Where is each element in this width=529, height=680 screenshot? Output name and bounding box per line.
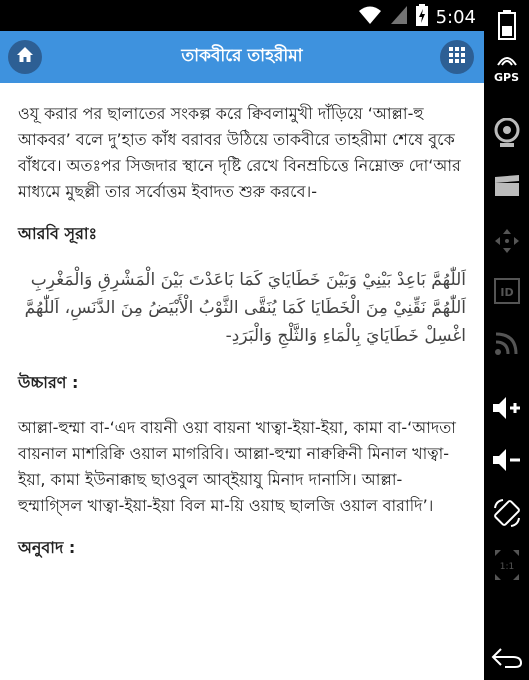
home-button[interactable] — [8, 40, 42, 74]
translation-heading: অনুবাদ : — [18, 538, 76, 557]
gps-label: GPS — [493, 71, 519, 84]
grid-menu-icon — [448, 46, 466, 68]
scale-icon[interactable] — [484, 548, 529, 582]
battery-charging-icon — [416, 4, 428, 30]
status-bar — [0, 0, 484, 31]
intro-paragraph: ওযূ করার পর ছালাতের সংকল্প করে ক্বিবলামুখী দাঁড়িয়ে ‘আল্লা-হু আকবর’ বলে দু’হাত কাঁধ বরাবর উঠিয়ে তাকবীরে তাহরীমা শেষে বুকে বাঁধবে। অতঃপর সিজদার স্থানে দৃষ্টি রেখে বিনম্রচিত্তে নিম্নোক্ত দো‘আর মাধ্যমে মুছল্লী তার সর্বোত্তম ইবাদত শুরু করবে।- — [18, 104, 461, 201]
rotate-icon[interactable] — [484, 498, 529, 528]
status-time: 5:04 — [435, 6, 476, 28]
svg-text:ID: ID — [499, 286, 514, 299]
page-title: তাকবীরে তাহরীমা — [181, 46, 303, 66]
emulator-side-bar — [484, 0, 529, 680]
back-icon[interactable] — [484, 645, 529, 669]
move-icon[interactable] — [484, 228, 529, 254]
video-icon[interactable] — [484, 175, 529, 197]
battery-icon[interactable] — [484, 10, 529, 40]
gps-icon — [496, 52, 518, 71]
home-icon — [16, 46, 34, 68]
pronunciation-paragraph: আল্লা-হুম্মা বা-‘এদ বায়নী ওয়া বায়না খাত্বা-ইয়া-ইয়া, কামা বা-‘আদতা বায়নাল মাশরিক্বি ওয়াল মাগরিবি। আল্লা-হুম্মা নাক্বক্বিনী মিনাল খাত্বা-ইয়া, কামা ইউনাক্কাছ ছাওবুল আব্ইয়াযু মিনাদ দানাসি। আল্লা-হুম্মাগ্সিল খাত্বা-ইয়া-ইয়া বিল মা-য়ি ওয়াছ ছালজি ওয়াল বারাদি’। — [18, 418, 456, 515]
volume-down-icon[interactable] — [484, 447, 529, 473]
arabic-text: اَللّٰهُمَّ بَاعِدْ بَيْنِيْ وَبَيْنَ خَطَايَايَ كَمَا بَاعَدْتَ بَيْنَ الْمَشْرِقِ وَالْمَغْرِبِ اَللّٰهُمَّ نَقِّنِيْ مِنَ الْخَطَايَا كَمَا يُنَقَّى الثَّوْبُ الْأَبْيَضُ مِنَ الدَّنَسِ، اَللّٰهُمَّ اغْسِلْ خَطَايَايَ بِالْمَاءِ وَالثَّلْجِ وَالْبَرَدِ- — [24, 270, 466, 346]
gps-button[interactable] — [484, 52, 529, 84]
rss-icon[interactable] — [484, 330, 529, 356]
wifi-icon — [358, 5, 382, 29]
camera-icon[interactable] — [484, 118, 529, 148]
content-scroll[interactable] — [0, 83, 484, 680]
volume-up-icon[interactable] — [484, 395, 529, 421]
status-icons — [358, 4, 476, 30]
signal-icon — [390, 5, 408, 29]
menu-grid-button[interactable] — [440, 40, 474, 74]
arabic-heading: আরবি সূরাঃ — [18, 224, 98, 243]
svg-text:1:1: 1:1 — [499, 562, 514, 572]
id-icon[interactable] — [484, 278, 529, 304]
pronunciation-heading: উচ্চারণ : — [18, 373, 79, 392]
app-bar — [0, 31, 484, 83]
